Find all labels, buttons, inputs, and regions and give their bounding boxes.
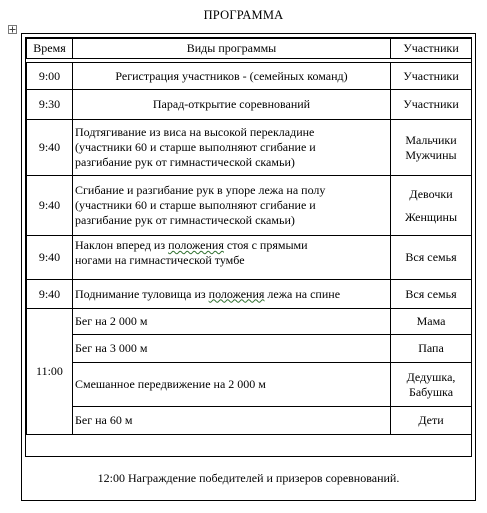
row-program: Сгибание и разгибание рук в упоре лежа на полу (участники 60 и старше выполняют сгибание и разгибание рук от гимнастической скамьи) [73, 176, 391, 236]
table-row [27, 280, 472, 309]
page-title: ПРОГРАММА [203, 8, 284, 22]
row-time: 9:30 [27, 90, 73, 120]
row-time: 9:40 [27, 176, 73, 236]
awards-note: 12:00 Награждение победителей и призеров соревнований. [97, 471, 400, 485]
row-program: Парад-открытие соревнований [73, 90, 391, 120]
row-participants: Мальчики Мужчины [391, 120, 472, 176]
row-participants: Участники [391, 63, 472, 90]
row-participants: Папа [391, 335, 472, 363]
row-program: Бег на 60 м [73, 407, 391, 435]
footer-row [22, 459, 475, 499]
row-program: Бег на 3 000 м [73, 335, 391, 363]
row-participants: Дедушка, Бабушка [391, 363, 472, 407]
row-time: 9:00 [27, 63, 73, 90]
header-participants: Участники [391, 39, 472, 59]
row-program: Наклон вперед из положения стоя с прямыми ногами на гимнастической тумбе [73, 236, 391, 280]
header-row [27, 39, 472, 59]
table-row [27, 407, 472, 435]
row-program: Регистрация участников - (семейных команд) [73, 63, 391, 90]
row-program: Поднимание туловища из положения лежа на спине [73, 280, 391, 309]
table-row [27, 335, 472, 363]
outer-table [21, 33, 476, 501]
row-time: 9:40 [27, 236, 73, 280]
row-program: Подтягивание из виса на высокой перекладине (участники 60 и старше выполняют сгибание и разгибание рук от гимнастической скамьи) [73, 120, 391, 176]
row-participants: Вся семья [391, 280, 472, 309]
table-row [27, 309, 472, 335]
table-move-handle-icon[interactable] [8, 25, 17, 34]
table-row [27, 63, 472, 90]
row-participants: Девочки Женщины [391, 176, 472, 236]
table-row [27, 236, 472, 280]
schedule-table [25, 37, 472, 457]
row-time: 9:40 [27, 120, 73, 176]
row-participants: Участники [391, 90, 472, 120]
table-row [27, 363, 472, 407]
row-participants: Дети [391, 407, 472, 435]
row-participants: Мама [391, 309, 472, 335]
table-row [27, 90, 472, 120]
row-time: 9:40 [27, 280, 73, 309]
row-participants: Вся семья [391, 236, 472, 280]
table-row [27, 120, 472, 176]
table-row [27, 176, 472, 236]
header-time: Время [27, 39, 73, 59]
row-time: 11:00 [27, 309, 73, 435]
row-program: Бег на 2 000 м [73, 309, 391, 335]
header-program: Виды программы [73, 39, 391, 59]
row-program: Смешанное передвижение на 2 000 м [73, 363, 391, 407]
program-line: Наклон вперед из положения стоя с прямыми [75, 238, 308, 252]
